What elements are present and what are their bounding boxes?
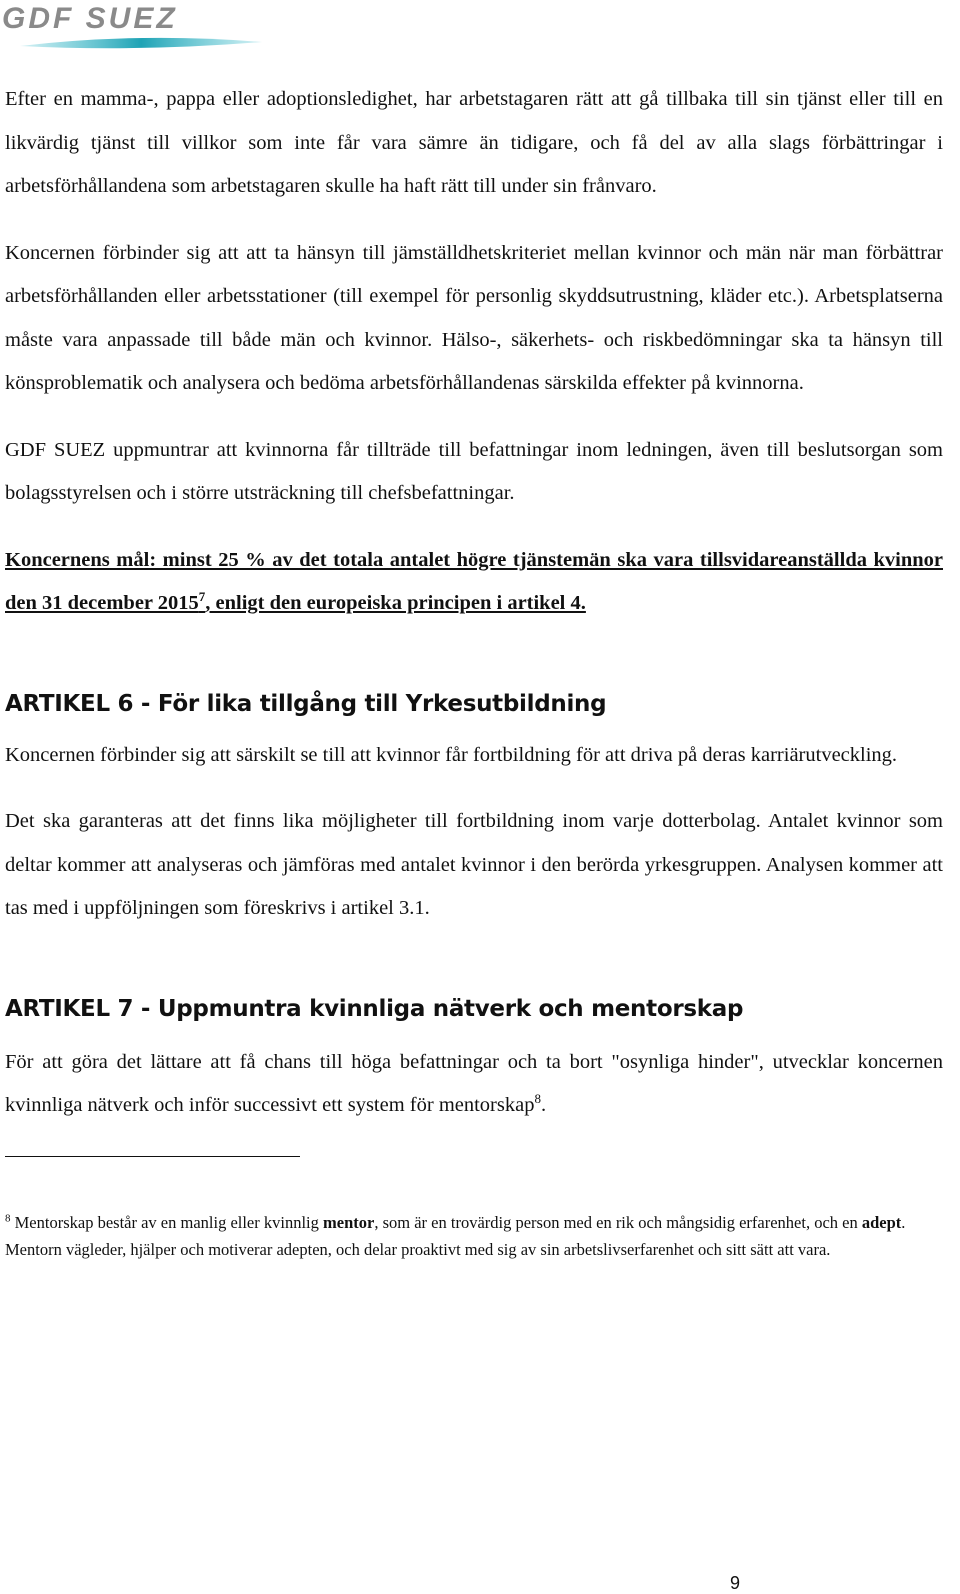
paragraph-management-access: GDF SUEZ uppmuntrar att kvinnorna får tillträde till befattningar inom ledningen, även till beslutsorgan som bolagsstyrelsen och i större utsträckning till chefsbefattningar. bbox=[5, 438, 943, 504]
heading-article-7: ARTIKEL 7 - Uppmuntra kvinnliga nätverk och mentorskap bbox=[5, 995, 744, 1022]
footnote-term-mentor: mentor bbox=[323, 1212, 375, 1232]
document-body bbox=[5, 78, 943, 1263]
footnote-divider bbox=[5, 1156, 300, 1157]
footnote-term-adept: adept bbox=[861, 1212, 902, 1232]
footnote-text-1: Mentorskap består av en manlig eller kvinnlig bbox=[10, 1212, 324, 1232]
logo-text: GDF SUEZ bbox=[2, 2, 178, 35]
heading-article-6: ARTIKEL 6 - För lika tillgång till Yrkesutbildning bbox=[5, 690, 607, 717]
goal-text: Koncernens mål: minst 25 % av det totala antalet högre tjänstemän ska vara tillsvidareanställda kvinnor den 31 december 2015 bbox=[5, 548, 943, 614]
footnote-ref-8: 8 bbox=[534, 1091, 541, 1107]
paragraph-group-goal bbox=[5, 539, 943, 626]
footnote-number: 8 bbox=[5, 1212, 11, 1224]
paragraph-article-7-networks bbox=[5, 1041, 943, 1128]
gdf-suez-logo bbox=[0, 2, 280, 56]
article-7-text: För att göra det lättare att få chans till höga befattningar och ta bort "osynliga hinder", utvecklar koncernen kvinnliga nätverk och inför successivt ett system för mentorskap bbox=[5, 1050, 943, 1116]
page-number: 9 bbox=[730, 1573, 741, 1593]
logo-swoosh-icon bbox=[0, 2, 280, 56]
article-7-text-end: . bbox=[540, 1094, 547, 1116]
footnote-ref-7: 7 bbox=[198, 589, 206, 605]
paragraph-work-conditions: Koncernen förbinder sig att att ta hänsyn till jämställdhetskriteriet mellan kvinnor och män när man förbättrar arbetsförhållanden eller arbetsstationer (till exempel för personlig skyddsutrustning, kläder etc.). Arbetsplatserna måste vara anpassade till både män och kvinnor. Hälso-, säkerhets- och riskbedömningar ska ta hänsyn till könsproblematik och analysera och bedöma arbetsförhållandenas särskilda effekter på kvinnorna. bbox=[5, 241, 943, 394]
paragraph-article-6-equal-opportunity: Det ska garanteras att det finns lika möjligheter till fortbildning inom varje dotterbolag. Antalet kvinnor som deltar kommer att analyseras och jämföras med antalet kvinnor i den berörda yrkesgruppen. Analysen kommer att tas med i uppföljningen som föreskrivs i artikel 3.1. bbox=[5, 810, 943, 919]
paragraph-article-6-training: Koncernen förbinder sig att särskilt se till att kvinnor får fortbildning för att driva på deras karriärutveckling. bbox=[5, 743, 898, 766]
paragraph-parental-leave: Efter en mamma-, pappa eller adoptionsledighet, har arbetstagaren rätt att gå tillbaka till sin tjänst eller till en likvärdig tjänst till villkor som inte får vara sämre än tidigare, och få del av alla slags förbättringar i arbetsförhållandena som arbetstagaren skulle ha haft rätt till under sin frånvaro. bbox=[5, 88, 943, 197]
footnote-text-3: . Mentorn vägleder, hjälper och motiverar adepten, och delar proaktivt med sig av sin arbetslivserfarenhet och sitt sätt att vara. bbox=[5, 1212, 906, 1259]
footnote-text-2: , som är en trovärdig person med en rik och mångsidig erfarenhet, och en bbox=[374, 1212, 862, 1232]
goal-text-end: , enligt den europeiska principen i artikel 4. bbox=[205, 592, 586, 614]
footnote-8 bbox=[5, 1209, 943, 1263]
